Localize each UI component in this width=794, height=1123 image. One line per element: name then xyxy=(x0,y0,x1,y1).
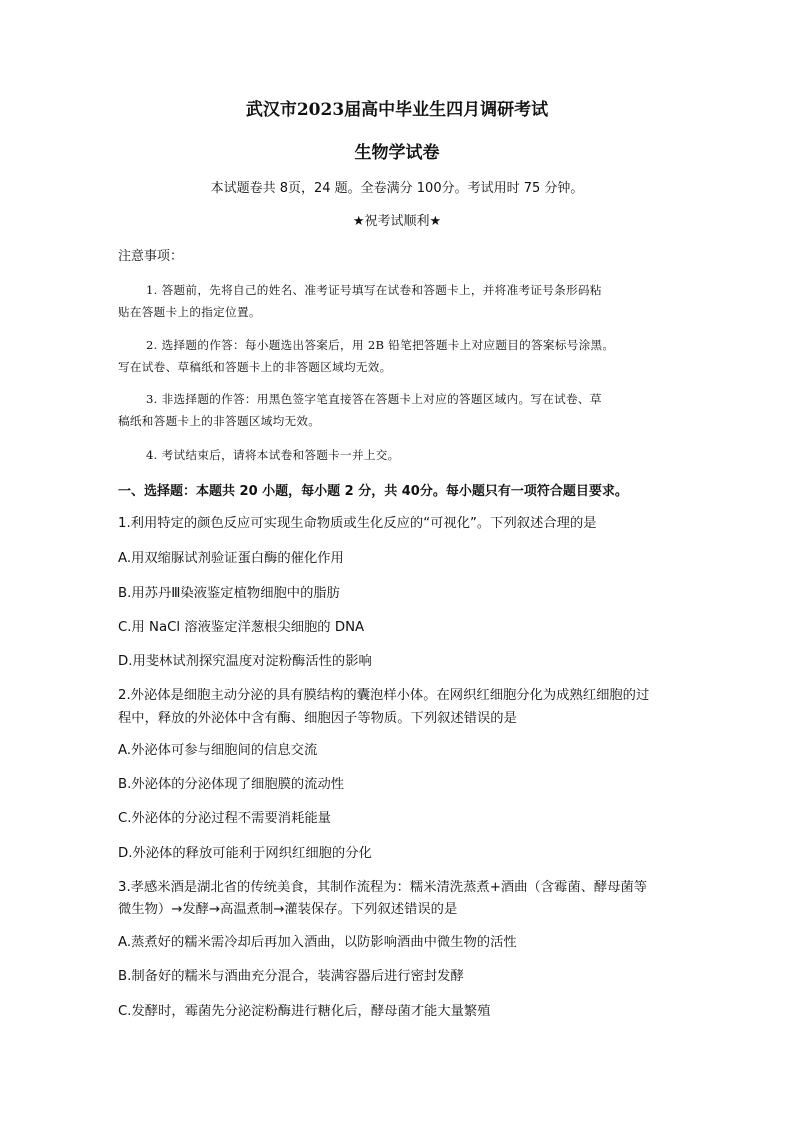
notice-item-1-line2: 贴在答题卡上的指定位置。 xyxy=(118,305,261,319)
exam-title: 武汉市2023届高中毕业生四月调研考试 xyxy=(245,100,549,120)
exam-wish: ★祝考试顺利★ xyxy=(352,214,442,229)
section-heading: 一、选择题：本题共 20 小题，每小题 2 分，共 40分。每小题只有一项符合题目要求。 xyxy=(118,484,628,499)
question-3-stem-line2: 微生物）→发酵→高温煮制→灌装保存。下列叙述错误的是 xyxy=(118,902,458,917)
question-2-option-c: C.外泌体的分泌过程不需要消耗能量 xyxy=(118,811,331,826)
notice-item-2-line2: 写在试卷、草稿纸和答题卡上的非答题区域均无效。 xyxy=(118,360,392,374)
question-3-option-a: A.蒸煮好的糯米需冷却后再加入酒曲，以防影响酒曲中微生物的活性 xyxy=(118,935,517,950)
question-2-option-d: D.外泌体的释放可能利于网织红细胞的分化 xyxy=(118,846,372,861)
question-1-option-d: D.用斐林试剂探究温度对淀粉酶活性的影响 xyxy=(118,654,372,669)
question-1-option-b: B.用苏丹Ⅲ染液鉴定植物细胞中的脂肪 xyxy=(118,586,340,601)
question-3-option-b: B.制备好的糯米与酒曲充分混合，装满容器后进行密封发酵 xyxy=(118,969,464,984)
question-3-option-c: C.发酵时，霉菌先分泌淀粉酶进行糖化后，酵母菌才能大量繁殖 xyxy=(118,1004,491,1019)
notice-heading: 注意事项： xyxy=(118,249,184,264)
exam-subtitle: 生物学试卷 xyxy=(354,143,440,163)
question-2-stem-line1: 2.外泌体是细胞主动分泌的具有膜结构的囊泡样小体。在网织红细胞分化为成熟红细胞的过 xyxy=(118,688,650,703)
question-2-option-b: B.外泌体的分泌体现了细胞膜的流动性 xyxy=(118,777,345,792)
question-1-option-a: A.用双缩脲试剂验证蛋白酶的催化作用 xyxy=(118,551,344,566)
notice-item-1-line1: 1. 答题前，先将自己的姓名、准考证号填写在试卷和答题卡上，并将准考证号条形码粘 xyxy=(146,283,602,297)
question-1-stem: 1.利用特定的颜色反应可实现生命物质或生化反应的“可视化”。下列叙述合理的是 xyxy=(118,516,597,531)
question-2-option-a: A.外泌体可参与细胞间的信息交流 xyxy=(118,743,318,758)
exam-info: 本试题卷共 8页，24 题。全卷满分 100分。考试用时 75 分钟。 xyxy=(210,181,584,196)
notice-item-3-line1: 3. 非选择题的作答：用黑色签字笔直接答在答题卡上对应的答题区域内。写在试卷、草 xyxy=(146,392,602,406)
notice-item-2-line1: 2. 选择题的作答：每小题选出答案后，用 2B 铅笔把答题卡上对应题目的答案标号涂黑。 xyxy=(146,338,615,352)
question-1-option-c: C.用 NaCl 溶液鉴定洋葱根尖细胞的 DNA xyxy=(118,620,365,635)
notice-item-3-line2: 稿纸和答题卡上的非答题区域均无效。 xyxy=(118,414,321,428)
notice-item-4-line1: 4. 考试结束后，请将本试卷和答题卡一并上交。 xyxy=(146,448,400,462)
question-2-stem-line2: 程中，释放的外泌体中含有酶、细胞因子等物质。下列叙述错误的是 xyxy=(118,711,517,726)
question-3-stem-line1: 3.孝感米酒是湖北省的传统美食，其制作流程为：糯米清洗蒸煮+酒曲（含霉菌、酵母菌等 xyxy=(118,880,648,895)
